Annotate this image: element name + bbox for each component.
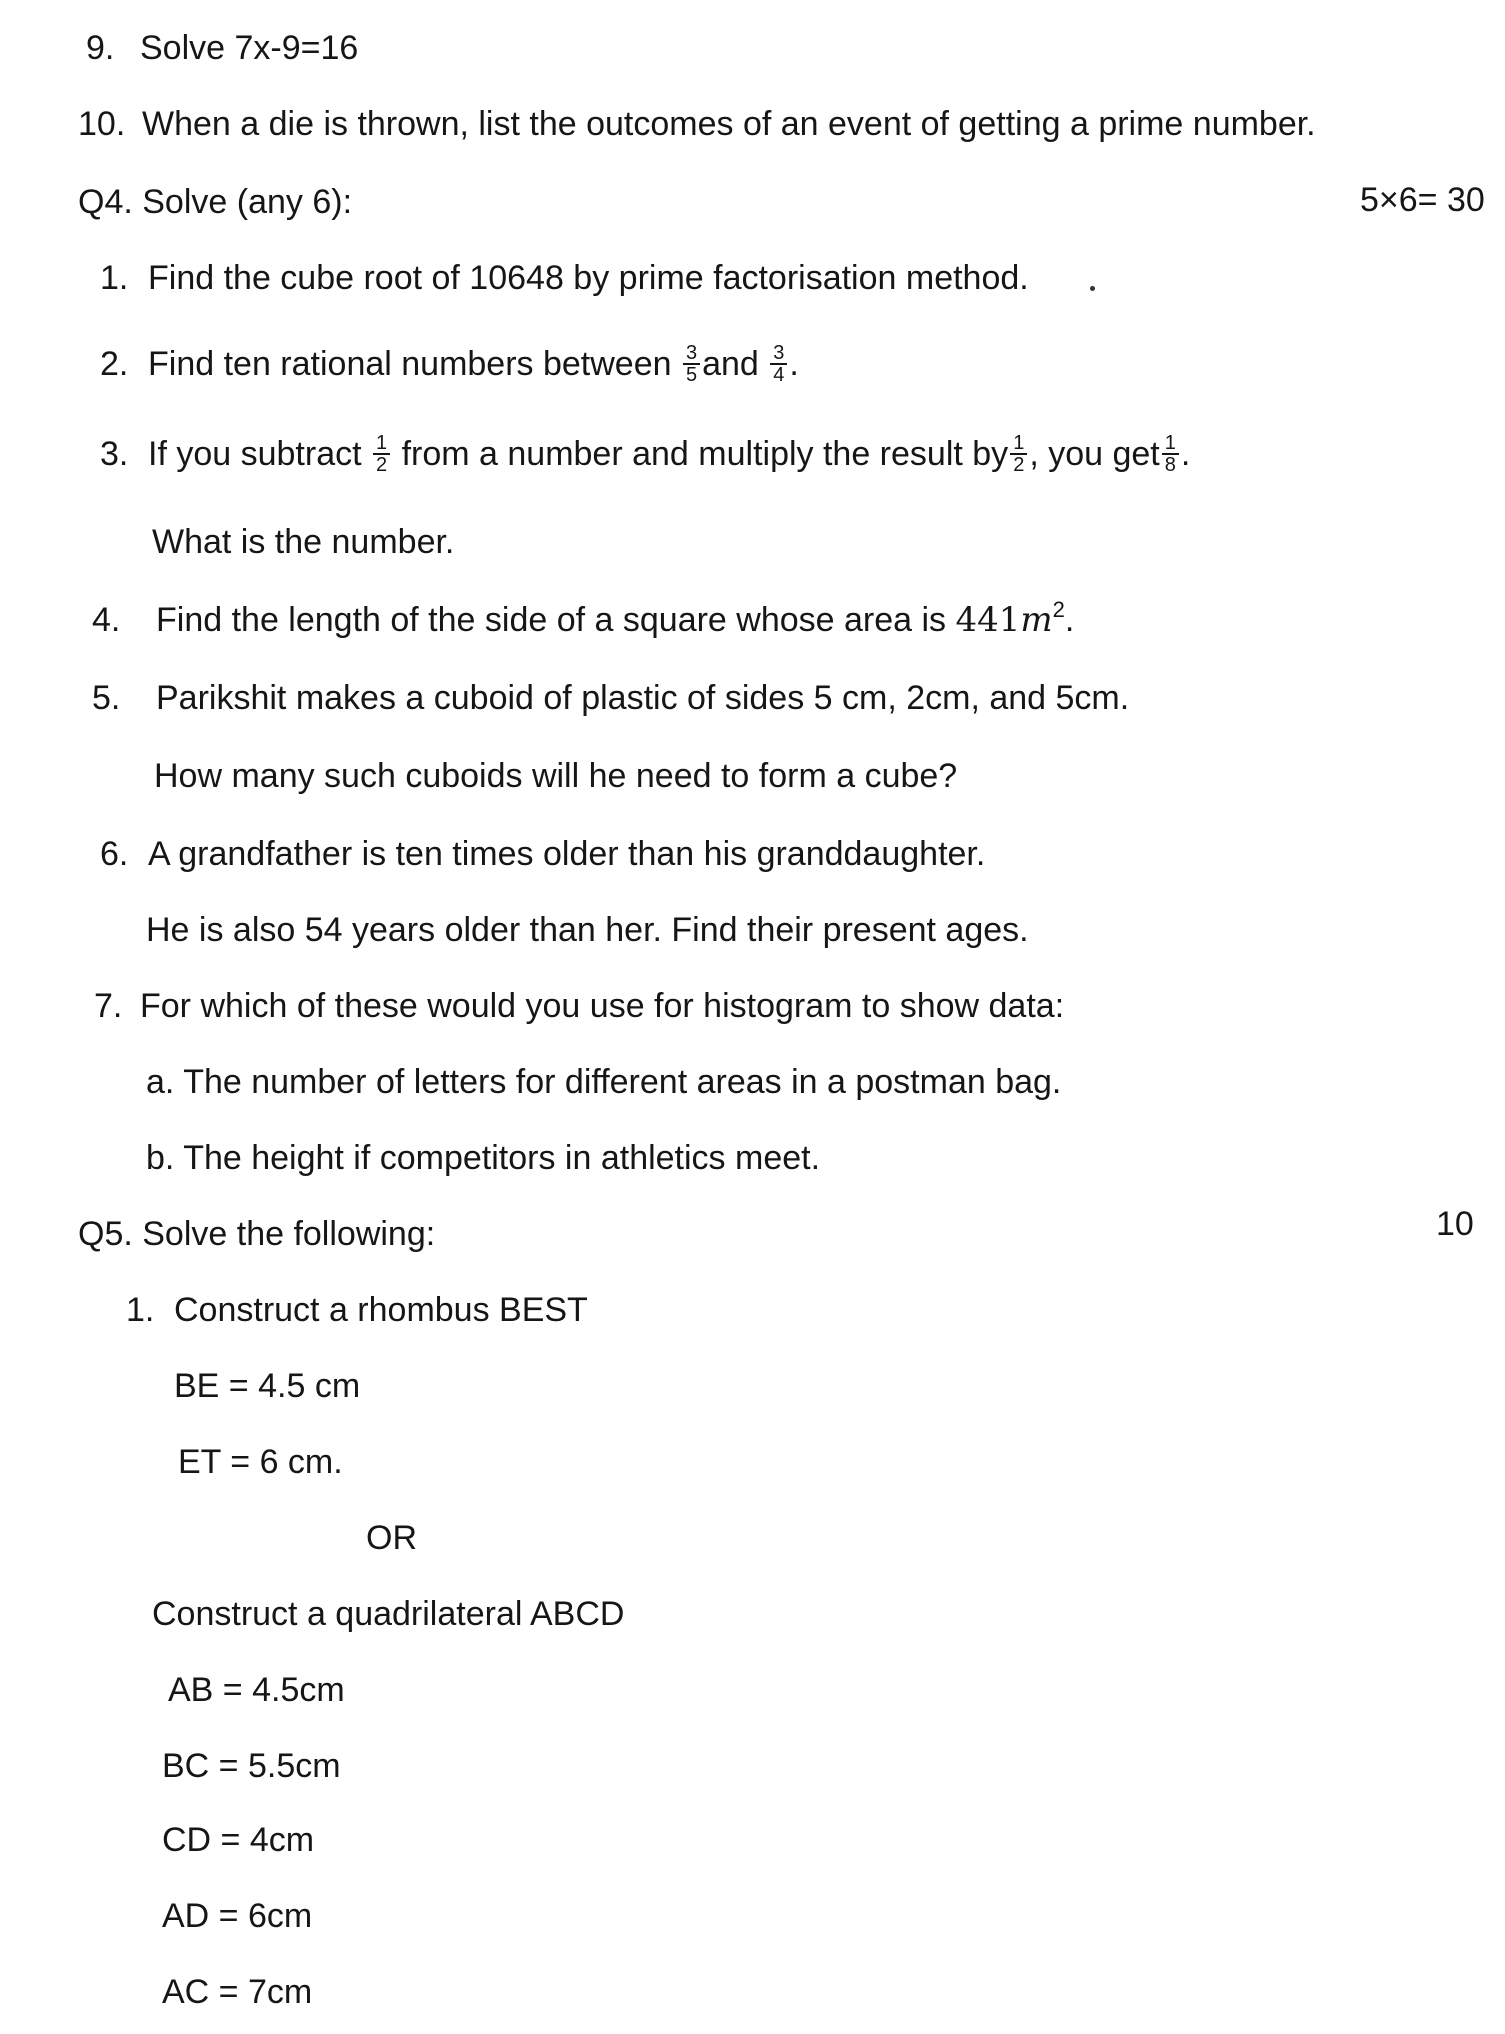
fraction: $\frac{1}{2}$ [1010,433,1027,475]
question-item-q4-6-continued: He is also 54 years older than her. Find their present ages. [146,911,1029,949]
question-item-q5-1: 1. Construct a rhombus BEST [126,1291,588,1329]
question-option-b: b. The height if competitors in athletics meet. [146,1139,821,1177]
section-heading-q4: Q4. Solve (any 6): [78,183,353,221]
question-item-q4-6: 6. A grandfather is ten times older than his granddaughter. [100,835,986,873]
measurement-ac: AC = 7cm [162,1973,313,2011]
measurement-be: BE = 4.5 cm [174,1367,361,1405]
question-item-9: 9. Solve 7x-9=16 [86,29,359,67]
measurement-bc: BC = 5.5cm [162,1747,341,1785]
measurement-ab: AB = 4.5cm [168,1671,345,1709]
alternative-question: Construct a quadrilateral ABCD [152,1595,625,1633]
question-item-q4-2: 2. Find ten rational numbers between $\frac{3}{5}$ and $\frac{3}{4}$ . [100,342,799,387]
question-item-q4-7: 7. For which of these would you use for histogram to show data: [94,987,1065,1025]
question-option-a: a. The number of letters for different areas in a postman bag. [146,1063,1062,1101]
section-marks-q4: 5×6= 30 [1360,181,1485,219]
question-item-q4-1: 1. Find the cube root of 10648 by prime factorisation method. [100,259,1029,297]
question-item-10: 10. When a die is thrown, list the outcomes of an event of getting a prime number. [78,105,1316,143]
fraction: $\frac{3}{4}$ [770,343,787,385]
stray-mark [1090,286,1095,291]
section-heading-q5: Q5. Solve the following: [78,1215,436,1253]
fraction: $\frac{1}{8}$ [1162,433,1179,475]
question-item-q4-5-continued: How many such cuboids will he need to form a cube? [154,757,958,795]
measurement-ad: AD = 6cm [162,1897,313,1935]
question-item-q4-4: 4. Find the length of the side of a square whose area is $441m^2$. [92,596,1075,640]
question-item-q4-5: 5. Parikshit makes a cuboid of plastic of sides 5 cm, 2cm, and 5cm. [92,679,1130,717]
question-item-q4-3: 3. If you subtract $\frac{1}{2}$ from a number and multiply the result by $\frac{1}{2}$ , you get $\frac{1}{8}$ . [100,432,1191,477]
section-marks-q5: 10 [1436,1205,1474,1243]
measurement-et: ET = 6 cm. [178,1443,343,1481]
or-separator: OR [366,1519,417,1557]
question-item-q4-3-continued: What is the number. [152,523,455,561]
measurement-cd: CD = 4cm [162,1821,315,1859]
fraction: $\frac{3}{5}$ [683,343,700,385]
fraction: $\frac{1}{2}$ [373,433,390,475]
